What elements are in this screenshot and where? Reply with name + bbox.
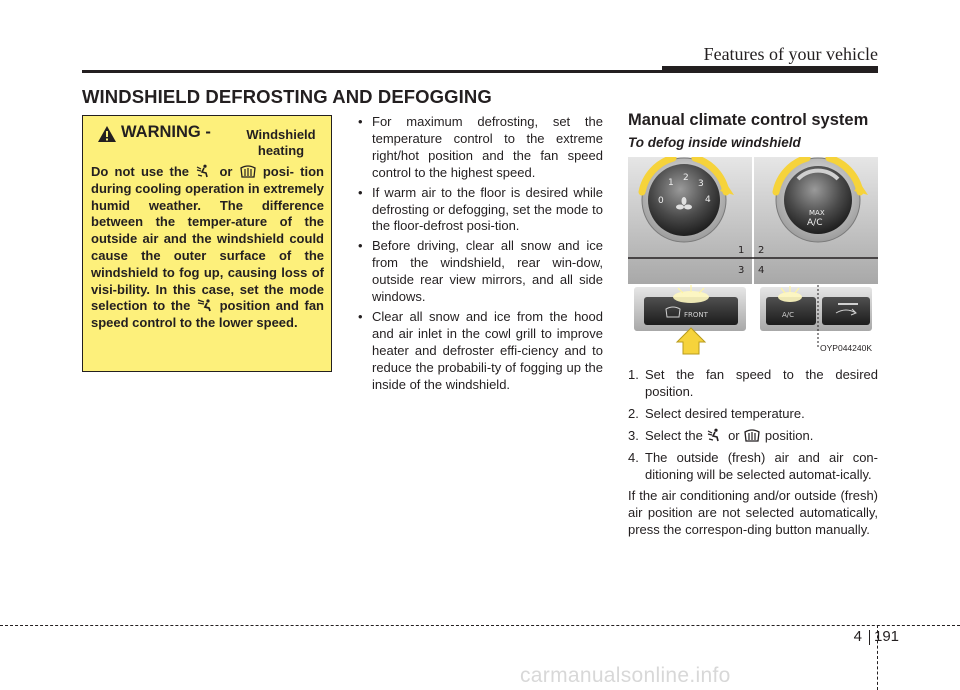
figure-code: OYP044240K xyxy=(820,343,872,353)
list-item xyxy=(628,367,878,401)
floor-defrost-icon xyxy=(195,164,213,178)
warning-text-2: tion during cooling operation in extremely humid weather. The difference between the temper-ature of the outside air and the windshield could cause the outer surface of the windshield to fog up, causing loss of visi-bility. In this case, set the mode selection to the xyxy=(91,164,324,314)
warning-subtitle-line2: heating xyxy=(257,143,305,158)
steps xyxy=(628,367,878,539)
warning-text-3: position and fan speed control to the lower speed. xyxy=(91,298,324,331)
step-number: 3. xyxy=(628,427,639,443)
list-item: • Clear all snow and ice from the hood and air inlet in the cowl grill to improve heater and defroster effi-ciency and to reduce the probabili-ty of fogging up the inside of the windshield. xyxy=(355,309,603,394)
list-item xyxy=(628,406,878,423)
bullet-list xyxy=(355,114,603,397)
list-item xyxy=(628,450,878,484)
defrost-icon xyxy=(743,428,761,442)
warning-text xyxy=(91,164,324,332)
step-number: 1. xyxy=(628,367,639,382)
step-number: 2. xyxy=(628,405,639,421)
warning-box xyxy=(82,115,332,372)
max-label: MAX xyxy=(809,209,825,217)
fan-dial-number: 3 xyxy=(698,179,704,189)
climate-control-figure xyxy=(628,157,878,355)
warning-text-1c: posi- xyxy=(262,164,294,179)
warning-triangle-icon xyxy=(97,125,117,143)
note-paragraph: If the air conditioning and/or outside (fresh) air position are not selected automatically, press the correspon-ding button manually. xyxy=(628,488,878,538)
list-item: • Before driving, clear all snow and ice from the windshield, rear win-dow, outside rear view mirrors, and all side windows. xyxy=(355,238,603,306)
figure-label-3: 3 xyxy=(738,265,745,276)
running-header: Features of your vehicle xyxy=(703,44,878,64)
figure-label-4: 4 xyxy=(758,265,765,276)
page-title: WINDSHIELD DEFROSTING AND DEFOGGING xyxy=(82,86,492,107)
fan-dial-number: 1 xyxy=(668,178,674,188)
climate-control-illustration xyxy=(628,157,878,355)
warning-subtitle-line1: Windshield xyxy=(246,127,316,142)
list-item xyxy=(628,428,878,445)
step-text: Select the xyxy=(645,427,703,443)
section-heading: Manual climate control system xyxy=(628,111,869,129)
warning-text-1a: Do not use the xyxy=(91,164,190,179)
floor-defrost-icon xyxy=(706,428,724,442)
subsection-heading: To defog inside windshield xyxy=(628,135,801,150)
page-number-divider xyxy=(869,630,870,645)
step-text: position. xyxy=(764,427,814,443)
step-text: Set the fan speed to the desired position. xyxy=(645,367,878,399)
step-text: or xyxy=(728,427,740,443)
warning-text-1b: or xyxy=(219,164,233,179)
list-item: • If warm air to the floor is desired while defrosting or defogging, set the mode to the floor-defrost posi-tion. xyxy=(355,185,603,236)
defrost-icon xyxy=(239,164,257,178)
defrost-mode-icon xyxy=(196,298,214,312)
figure-label-1: 1 xyxy=(738,245,745,256)
warning-label: WARNING - xyxy=(121,123,211,141)
fan-dial-number: 4 xyxy=(705,195,711,205)
header-tab xyxy=(662,66,878,73)
watermark: carmanualsonline.info xyxy=(520,664,731,687)
fan-dial-number: 0 xyxy=(658,196,664,206)
step-number: 4. xyxy=(628,449,639,465)
step-text: Select desired temperature. xyxy=(645,405,805,421)
recirculation-button xyxy=(822,297,870,325)
list-item: • For maximum defrosting, set the temperature control to the extreme right/hot position and the fan speed control to the highest speed. xyxy=(355,114,603,182)
ac-dial-label: A/C xyxy=(807,218,823,228)
ac-button-label: A/C xyxy=(782,311,795,319)
footer-rule xyxy=(0,625,960,626)
warning-subtitle xyxy=(237,127,325,159)
figure-label-2: 2 xyxy=(758,245,765,256)
step-text: The outside (fresh) air and air con-ditioning will be selected automat-ically. xyxy=(645,449,878,482)
chapter-number: 4 xyxy=(853,628,862,645)
page-number: 191 xyxy=(874,628,900,645)
fan-dial-number: 2 xyxy=(683,173,689,183)
front-label: FRONT xyxy=(684,311,708,319)
